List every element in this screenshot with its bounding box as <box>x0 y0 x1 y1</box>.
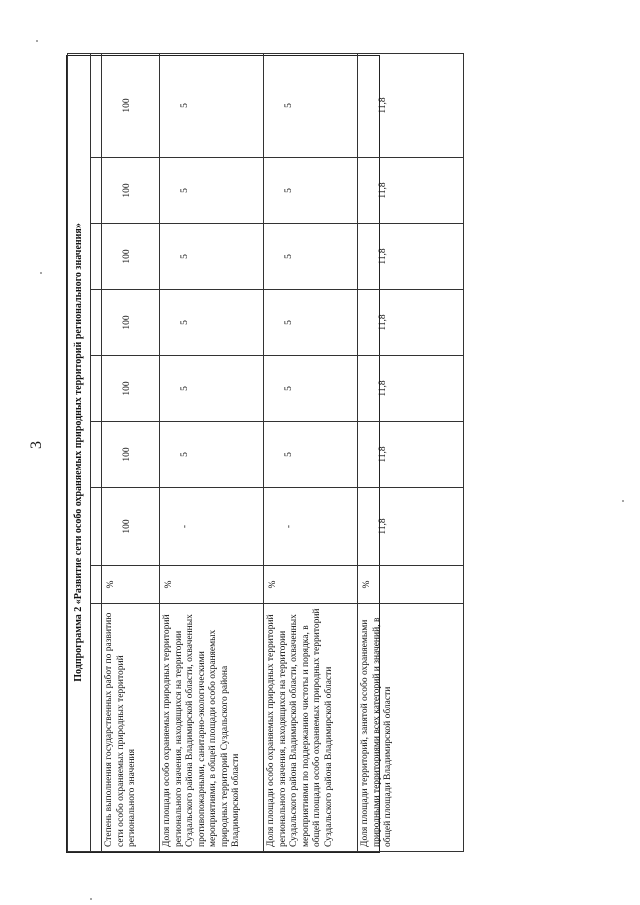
unit-cell: % <box>358 566 464 604</box>
value-cell: 11,8 <box>358 422 464 488</box>
unit-cell: % <box>160 566 264 604</box>
empty-cell <box>91 422 102 488</box>
value-cell: 100 <box>102 224 160 290</box>
value-cell: 11,8 <box>358 290 464 356</box>
value-cell: 11,8 <box>358 356 464 422</box>
empty-cell <box>91 224 102 290</box>
scan-speck <box>90 898 92 900</box>
value-cell: 5 <box>264 53 358 157</box>
value-cell: 5 <box>160 290 264 356</box>
value-cell: 100 <box>102 422 160 488</box>
value-cell: 11,8 <box>358 53 464 157</box>
indicator-name: Доля площади территорий, занятой особо охраняемыми природными территориями всех категорий и значений, в общей площади Владимирской области <box>358 604 464 852</box>
empty-cell <box>91 566 102 604</box>
value-cell: 5 <box>264 356 358 422</box>
subprogram-title: Подпрограмма 2 «Развитие сети особо охраняемых природных территорий регионального значения» <box>68 53 91 851</box>
value-cell: - <box>160 488 264 566</box>
value-cell: 5 <box>160 53 264 157</box>
empty-cell <box>91 53 102 157</box>
empty-cell <box>91 604 102 852</box>
value-cell: 5 <box>264 158 358 224</box>
value-cell: 5 <box>160 158 264 224</box>
indicators-table <box>66 55 393 853</box>
table-row <box>160 53 264 851</box>
page-number: 3 <box>28 441 45 449</box>
scan-speck <box>40 272 42 274</box>
value-cell: 5 <box>160 422 264 488</box>
value-cell: 5 <box>264 290 358 356</box>
value-cell: 11,8 <box>358 488 464 566</box>
empty-cell <box>91 488 102 566</box>
indicator-name: Степень выполнения государственных работ по развитию сети особо охраняемых природных территорий регионального значения <box>102 604 160 852</box>
unit-cell: % <box>102 566 160 604</box>
table-row <box>358 53 464 851</box>
empty-cell <box>91 290 102 356</box>
scan-speck <box>36 40 38 42</box>
empty-cell <box>91 158 102 224</box>
value-cell: 100 <box>102 158 160 224</box>
scan-speck <box>622 500 624 502</box>
value-cell: 11,8 <box>358 158 464 224</box>
value-cell: - <box>264 488 358 566</box>
value-cell: 100 <box>102 488 160 566</box>
table-row <box>264 53 358 851</box>
indicator-name: Доля площади особо охраняемых природных территорий регионального значения, находящихся на территории Суздальского района Владимирской области, охваченных мероприятиями по поддержанию чистоты и порядка, в общей площади особо охраняемых природных территорий Суздальского района Владимирской области <box>264 604 358 852</box>
value-cell: 100 <box>102 290 160 356</box>
indicator-name: Доля площади особо охраняемых природных территорий регионального значения, находящихся на территории Суздальского района Владимирской области, охваченных противопожарными, санитарно-экологическими мероприятиями, в общей площади особо охраняемых природных территорий Суздальского района Владимирской области <box>160 604 264 852</box>
value-cell: 100 <box>102 356 160 422</box>
table-row <box>102 53 160 851</box>
value-cell: 5 <box>160 224 264 290</box>
value-cell: 5 <box>264 224 358 290</box>
empty-cell <box>91 356 102 422</box>
value-cell: 5 <box>264 422 358 488</box>
value-cell: 100 <box>102 53 160 157</box>
unit-cell: % <box>264 566 358 604</box>
value-cell: 11,8 <box>358 224 464 290</box>
value-cell: 5 <box>160 356 264 422</box>
